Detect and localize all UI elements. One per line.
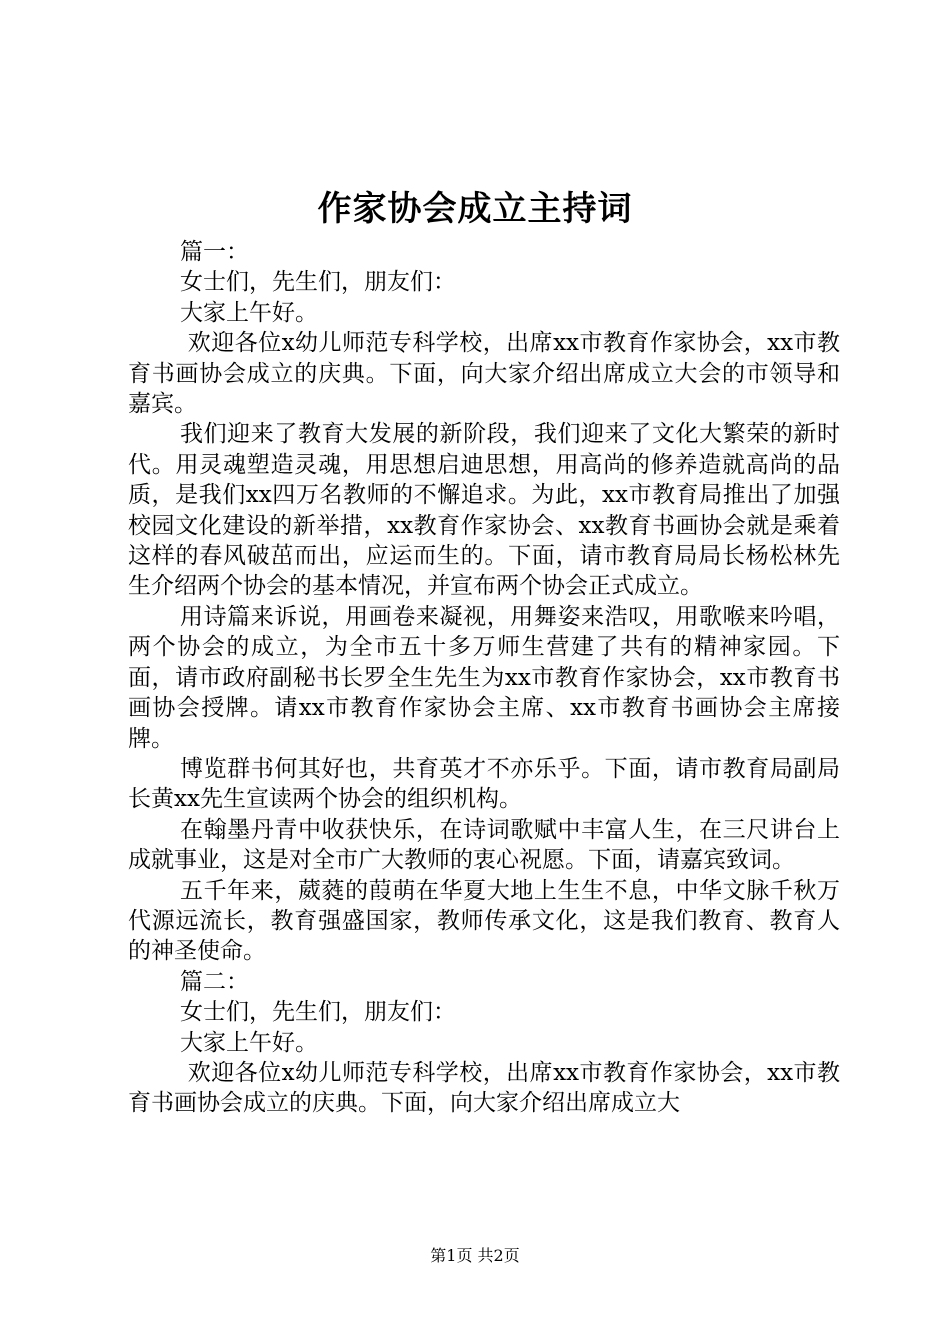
paragraph-plaque: 用诗篇来诉说，用画卷来凝视，用舞姿来浩叹，用歌喉来吟唱，两个协会的成立，为全市五十多万师生营建了共有的精神家园。下面，请市政府副秘书长罗全生先生为xx市教育作家协会，xx市教育书画协会授牌。请xx市教育作家协会主席、xx市教育书画协会主席接牌。 <box>128 603 840 752</box>
paragraph-section-one-heading: 篇一： <box>180 239 249 265</box>
paragraph-guest-speech: 在翰墨丹青中收获快乐，在诗词歌赋中丰富人生，在三尺讲台上成就事业，这是对全市广大教师的衷心祝愿。下面，请嘉宾致词。 <box>128 816 840 874</box>
paragraph-good-morning-1: 大家上午好。 <box>180 299 318 326</box>
paragraph-good-morning-2: 大家上午好。 <box>180 1029 318 1056</box>
paragraph-welcome-2: 欢迎各位x幼儿师范专科学校，出席xx市教育作家协会，xx市教育书画协会成立的庆典。下面，向大家介绍出席成立大 <box>128 1059 841 1117</box>
page-footer: 第1页 共2页 <box>430 1246 520 1265</box>
document-title: 作家协会成立主持词 <box>317 189 633 229</box>
paragraph-new-era: 我们迎来了教育大发展的新阶段，我们迎来了文化大繁荣的新时代。用灵魂塑造灵魂，用思想启迪思想，用高尚的修养造就高尚的品质，是我们xx四万名教师的不懈追求。为此，xx市教育局推出了加强校园文化建设的新举措，xx教育作家协会、xx教育书画协会就是乘着这样的春风破茁而出，应运而生的。下面，请市教育局局长杨松林先生介绍两个协会的基本情况，并宣布两个协会正式成立。 <box>128 421 840 600</box>
paragraph-section-two-heading: 篇二： <box>180 968 249 995</box>
paragraph-greeting-1: 女士们，先生们，朋友们： <box>180 269 456 296</box>
paragraph-greeting-2: 女士们，先生们，朋友们： <box>180 999 456 1026</box>
document-body <box>128 237 840 1119</box>
paragraph-welcome-1: 欢迎各位x幼儿师范专科学校，出席xx市教育作家协会，xx市教育书画协会成立的庆典。下面，向大家介绍出席成立大会的市领导和嘉宾。 <box>128 330 841 418</box>
paragraph-mission: 五千年来，葳蕤的葭萌在华夏大地上生生不息，中华文脉千秋万代源远流长，教育强盛国家，教师传承文化，这是我们教育、教育人的神圣使命。 <box>128 877 840 965</box>
paragraph-organization: 博览群书何其好也，共育英才不亦乐乎。下面，请市教育局副局长黄xx先生宣读两个协会的组织机构。 <box>128 755 840 813</box>
